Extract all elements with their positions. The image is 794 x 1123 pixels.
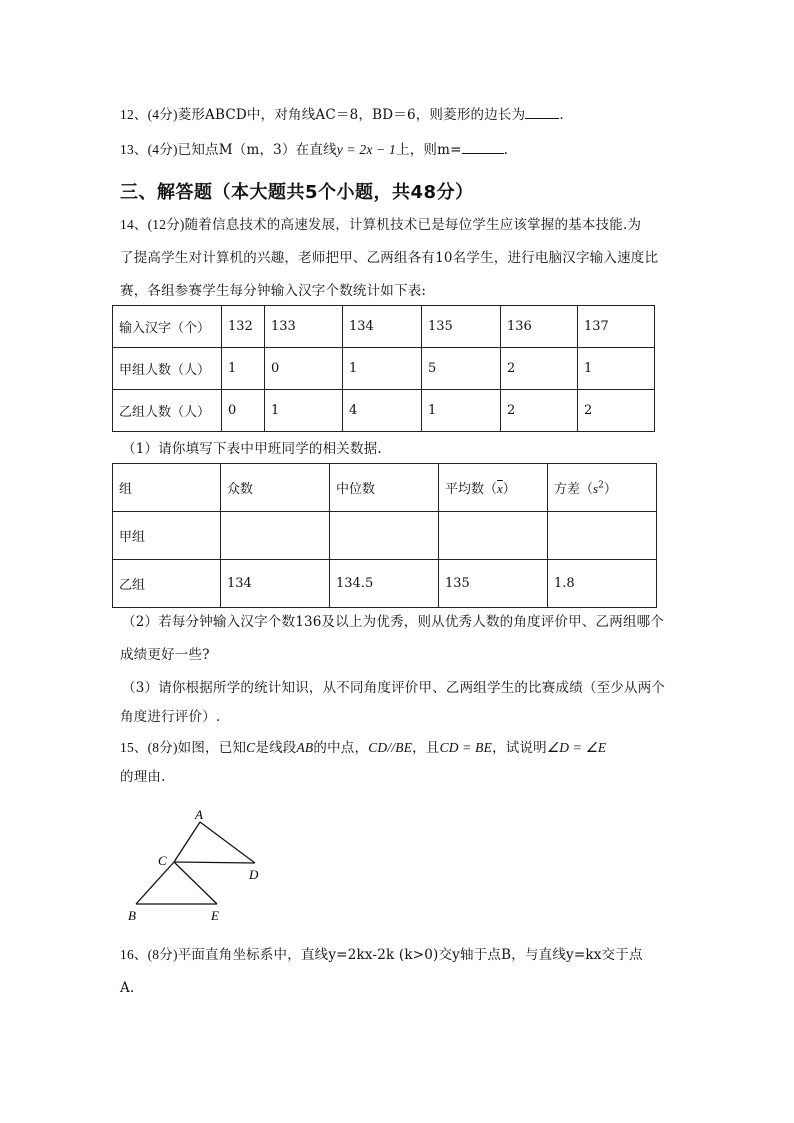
question-13-period: . <box>503 142 509 158</box>
equal-condition: CD = BE <box>439 740 493 755</box>
table-cell: 135 <box>439 560 548 608</box>
table-cell: 2 <box>501 348 578 390</box>
table-cell[interactable] <box>439 512 548 560</box>
mean-symbol: $\overline{x}$ <box>497 481 503 496</box>
question-14-line-2: 了提高学生对计算机的兴趣，老师把甲、乙两组各有10名学生，进行电脑汉字输入速度比 <box>120 250 659 266</box>
question-16-line-1 <box>120 946 643 964</box>
variance-header-paren: ） <box>603 482 617 497</box>
variance-header-label: 方差（ <box>554 482 594 497</box>
table-row <box>113 390 655 432</box>
question-14-part-3-line-2: 角度进行评价）. <box>120 709 221 725</box>
question-13-text-b: 上，则m= <box>396 142 462 158</box>
question-14-part-3-line-1: （3）请你根据所学的统计知识，从不同角度评价甲、乙两组学生的比赛成绩（至少从两个 <box>122 680 666 696</box>
table-cell: 1.8 <box>548 560 657 608</box>
table-row <box>113 560 657 608</box>
table-header-cell: 众数 <box>221 464 330 512</box>
table-cell[interactable] <box>330 512 439 560</box>
table-row <box>113 306 655 348</box>
question-16-number: 16、(8分) <box>120 947 178 962</box>
table-cell: 133 <box>265 306 343 348</box>
table-cell: 1 <box>422 390 501 432</box>
table-row <box>113 348 655 390</box>
table-row <box>113 512 657 560</box>
table-cell: 甲组 <box>113 512 221 560</box>
table-header-row <box>113 464 657 512</box>
input-speed-table <box>112 305 655 432</box>
table-cell: 134 <box>343 306 422 348</box>
variance-symbol: s <box>593 481 599 496</box>
table-cell: 0 <box>265 348 343 390</box>
label-b: B <box>128 908 136 923</box>
question-14-line-3: 赛，各组参赛学生每分钟输入汉字个数统计如下表: <box>120 283 427 299</box>
table-cell: 1 <box>222 348 265 390</box>
question-13-number: 13、(4分) <box>120 142 178 157</box>
label-d: D <box>249 867 259 882</box>
segment-cb <box>136 862 174 904</box>
table-cell: 乙组 <box>113 560 221 608</box>
segment-cd <box>174 862 255 863</box>
question-16-line-2: A. <box>120 980 135 996</box>
label-c: C <box>158 853 167 868</box>
section-heading: 三、解答题（本大题共5个小题，共48分） <box>120 182 474 203</box>
table-header-cell: 中位数 <box>330 464 439 512</box>
variance-exponent: 2 <box>598 480 604 491</box>
table-header-cell <box>548 464 657 512</box>
question-15-number: 15、(8分) <box>120 740 178 755</box>
segment-ce <box>174 862 217 904</box>
table-cell: 2 <box>501 390 578 432</box>
question-15-text-a: 如图，已知 <box>177 740 247 756</box>
table-cell: 1 <box>343 348 422 390</box>
mean-header-paren: ） <box>502 482 516 497</box>
table-cell: 132 <box>222 306 265 348</box>
question-15-text-d: ，且 <box>412 740 440 756</box>
table-cell: 2 <box>578 390 655 432</box>
table-cell: 134.5 <box>330 560 439 608</box>
question-12-number: 12、(4分) <box>120 107 178 122</box>
table-cell: 134 <box>221 560 330 608</box>
triangle-figure <box>122 808 272 923</box>
table-header-cell <box>439 464 548 512</box>
parallel-condition: CD//BE <box>368 740 413 755</box>
point-c-symbol: C <box>246 740 256 755</box>
question-15-text-e: ，试说明 <box>492 740 547 756</box>
table-cell: 1 <box>265 390 343 432</box>
segment-ab-symbol: AB <box>296 740 314 755</box>
table-cell: 甲组人数（人） <box>113 348 222 390</box>
question-12-text: 菱形ABCD中，对角线AC＝8，BD＝6，则菱形的边长为 <box>177 107 526 123</box>
question-14-part-2-line-1: （2）若每分钟输入汉字个数136及以上为优秀，则从优秀人数的角度评价甲、乙两组哪个 <box>122 614 665 630</box>
angle-conclusion: ∠D = ∠E <box>546 740 607 755</box>
question-16-text-1: 平面直角坐标系中，直线y=2kx-2k (k>0)交y轴于点B，与直线y=kx交于点 <box>177 947 643 963</box>
table-cell: 0 <box>222 390 265 432</box>
question-14-number: 14、(12分) <box>120 217 185 232</box>
question-13-equation: y = 2x − 1 <box>336 142 396 157</box>
table-cell: 5 <box>422 348 501 390</box>
table-header-cell: 组 <box>113 464 221 512</box>
question-15-line-1 <box>120 739 606 757</box>
question-12-period: . <box>559 107 564 123</box>
table-cell: 输入汉字（个） <box>113 306 222 348</box>
question-14-part-1: （1）请你填写下表中甲班同学的相关数据. <box>122 441 382 457</box>
table-cell: 4 <box>343 390 422 432</box>
table-cell: 136 <box>501 306 578 348</box>
question-14-line-1 <box>120 216 641 234</box>
question-15-line-2: 的理由. <box>120 769 166 785</box>
mean-header-label: 平均数（ <box>445 482 498 497</box>
table-cell: 乙组人数（人） <box>113 390 222 432</box>
question-12 <box>120 104 564 124</box>
question-13 <box>120 139 508 159</box>
segment-ad <box>200 822 255 863</box>
statistics-table <box>112 463 657 608</box>
question-15-text-c: 的中点， <box>313 740 369 756</box>
question-15-text-b: 是线段 <box>255 740 297 756</box>
table-cell: 137 <box>578 306 655 348</box>
table-cell[interactable] <box>221 512 330 560</box>
question-13-answer-blank[interactable] <box>462 139 504 154</box>
table-cell[interactable] <box>548 512 657 560</box>
segment-ac <box>174 822 200 862</box>
question-13-text-a: 已知点M（m，3）在直线 <box>177 142 337 158</box>
question-14-part-2-line-2: 成绩更好一些? <box>120 647 210 663</box>
question-12-answer-blank[interactable] <box>525 104 559 119</box>
question-14-text-1: 随着信息技术的高速发展，计算机技术已是每位学生应该掌握的基本技能.为 <box>184 217 642 233</box>
label-a: A <box>195 808 203 822</box>
label-e: E <box>211 908 219 923</box>
table-cell: 1 <box>578 348 655 390</box>
table-cell: 135 <box>422 306 501 348</box>
